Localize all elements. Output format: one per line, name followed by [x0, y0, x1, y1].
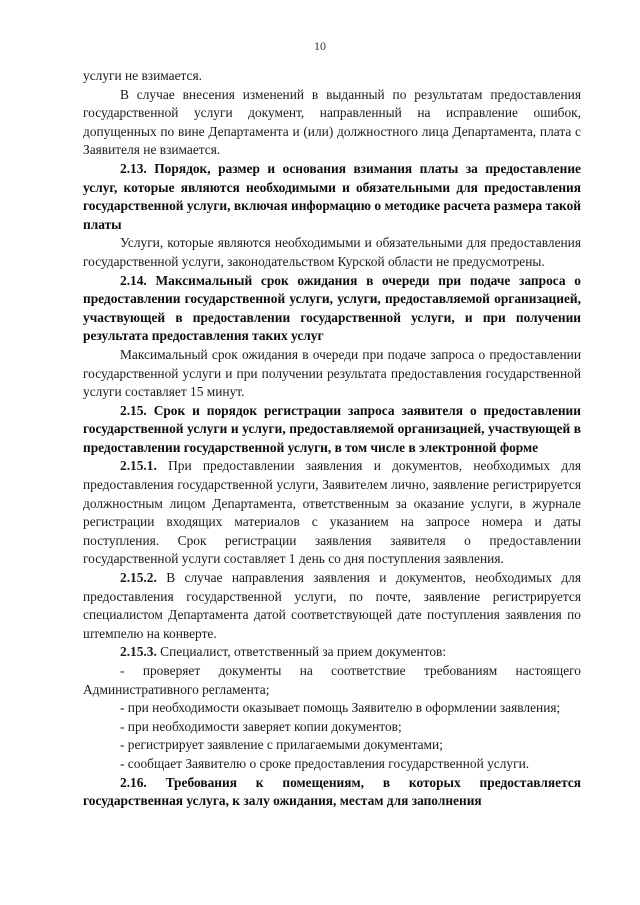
text-run: Услуги, которые являются необходимыми и обязательными для предоставления государственной услуги, законодательством Курской области не предусмотрены. — [83, 235, 581, 269]
paragraph-fee-end — [83, 67, 581, 86]
clause-number: 2.15.3. — [120, 644, 157, 660]
text-run: Максимальный срок ожидания в очереди при подаче запроса о предоставлении государственной услуги и при получении результата предоставления государственной услуги составляет 15 минут. — [83, 346, 581, 400]
list-item — [83, 699, 581, 718]
section-heading-2-16 — [83, 774, 581, 811]
text-run: 2.13. Порядок, размер и основания взимания платы за предоставление услуг, которые являются необходимыми и обязательными для предоставления государственной услуги, включая информацию о методике расчета размера такой платы — [83, 160, 581, 232]
text-run: - при необходимости оказывает помощь Заявителю в оформлении заявления; — [120, 700, 561, 716]
list-item — [83, 755, 581, 774]
paragraph-2-15-3 — [83, 643, 581, 662]
text-run: При предоставлении заявления и документов, необходимых для предоставления государственной услуги, Заявителем лично, заявление регистрируется должностным лицом Департамента, ответственным за оказание услуги, в журнале регистрации входящих материалов с указанием на запросе номера и даты поступления. Срок регистрации заявления заявителя о предоставлении государственной услуги составляет 1 день со дня поступления заявления. — [83, 458, 581, 567]
text-run: услуги не взимается. — [83, 68, 202, 83]
paragraph-2-15-1 — [83, 457, 581, 569]
text-run: Специалист, ответственный за прием документов: — [156, 644, 447, 660]
list-item — [83, 662, 581, 699]
page-number: 10 — [314, 39, 326, 53]
paragraph-waiting-time — [83, 346, 581, 402]
text-run: - при необходимости заверяет копии документов; — [120, 718, 402, 734]
text-run: - проверяет документы на соответствие требованиям настоящего Административного регламента; — [83, 663, 581, 697]
section-heading-2-15 — [83, 402, 581, 458]
list-item — [83, 718, 581, 737]
document-body — [83, 67, 581, 811]
list-item — [83, 736, 581, 755]
text-run: 2.15. Срок и порядок регистрации запроса заявителя о предоставлении государственной услуги и услуги, предоставляемой организацией, участвующей в предоставлении государственной услуги, в том числе в электронной форме — [83, 402, 581, 455]
text-run: В случае внесения изменений в выданный по результатам предоставления государственной услуги документ, направленный на исправление ошибок, допущенных по вине Департамента и (или) должностного лица Департамента, плата с Заявителя не взимается. — [83, 86, 581, 158]
paragraph-correction-fee — [83, 86, 581, 160]
section-heading-2-14 — [83, 272, 581, 346]
text-run: 2.16. Требования к помещениям, в которых предоставляется государственная услуга, к залу ожидания, местам для заполнения — [83, 774, 581, 809]
text-run: - сообщает Заявителю о сроке предоставления государственной услуги. — [120, 755, 530, 771]
section-heading-2-13 — [83, 160, 581, 234]
text-run: 2.14. Максимальный срок ожидания в очереди при подаче запроса о предоставлении государственной услуги, услуги, предоставляемой организацией, участвующей в предоставлении государственной услуги, и при получении результата предоставления таких услуг — [83, 272, 581, 344]
text-run: - регистрирует заявление с прилагаемыми документами; — [120, 737, 443, 753]
clause-number: 2.15.1. — [120, 458, 157, 474]
paragraph-services-not-provided — [83, 234, 581, 271]
paragraph-2-15-2 — [83, 569, 581, 643]
text-run: В случае направления заявления и документов, необходимых для предоставления государственной услуги, по почте, заявление регистрируется специалистом Департамента датой соответствующей дате поступления заявления по штемпелю на конверте. — [83, 570, 581, 641]
clause-number: 2.15.2. — [120, 570, 157, 586]
